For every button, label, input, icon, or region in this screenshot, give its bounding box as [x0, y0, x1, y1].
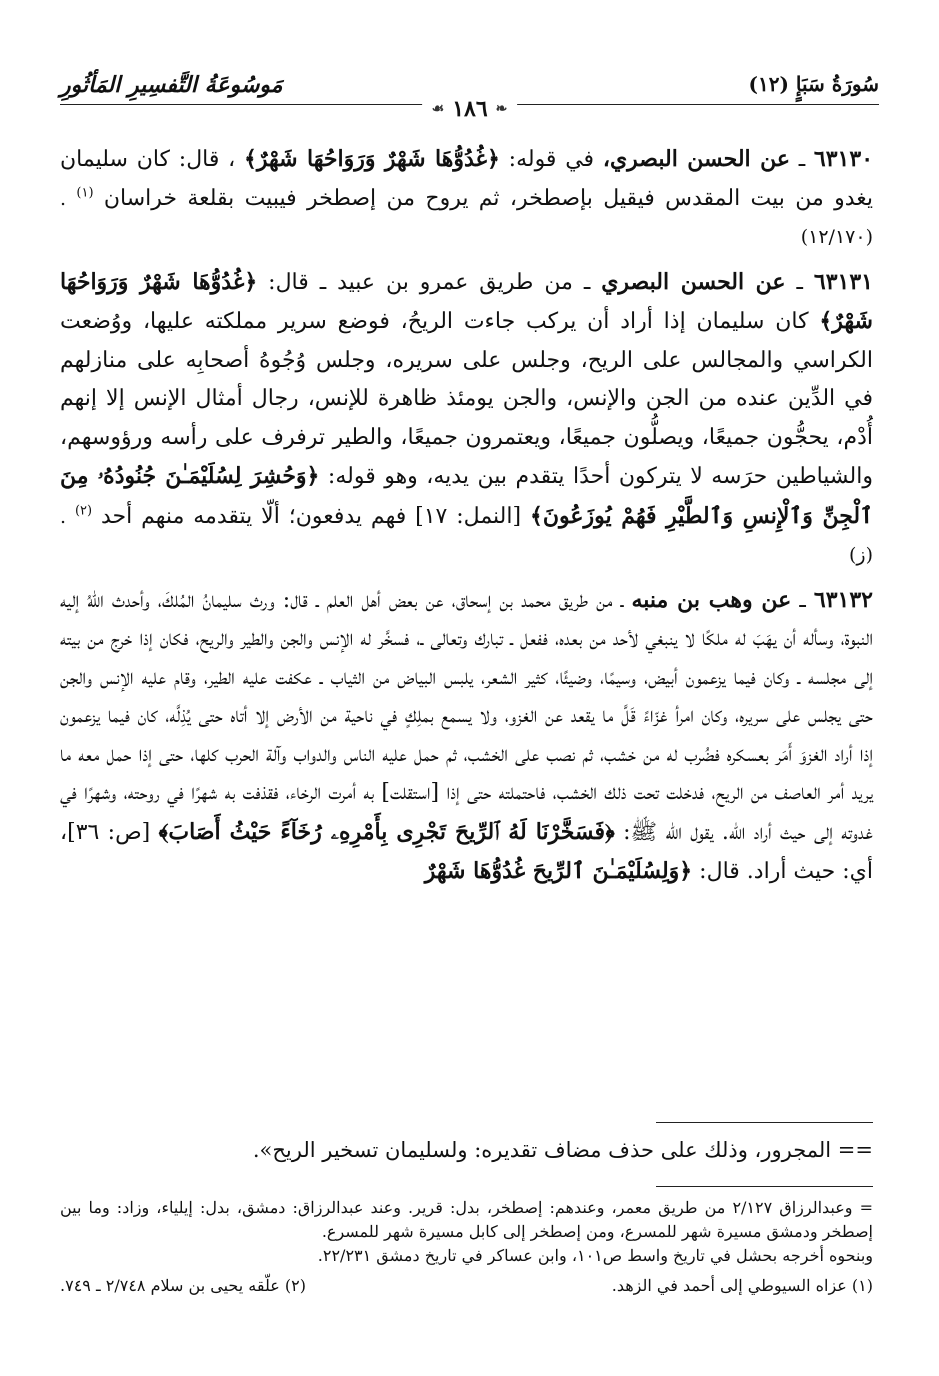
page-body: [60, 140, 873, 898]
quran-quote-2: ﴿وَلِسُلَيْمَـٰنَ ٱلرِّيحَ غُدُوُّهَا شَهْرٌ: [424, 858, 693, 884]
quran-quote: ﴿غُدُوُّهَا شَهْرٌ وَرَوَاحُهَا شَهْرٌ﴾: [60, 268, 873, 334]
series-title: مَوسُوعَةُ التَّفسِيرِ المَأثُورِ: [60, 72, 283, 98]
entry-text-2: [النمل: ١٧] فهم يدفعون؛ ألّا يتقدمه منهم أحد: [101, 503, 522, 529]
footnote-continued-2: وبنحوه أخرجه بحشل في تاريخ واسط ص١٠١، وابن عساكر في تاريخ دمشق ٢٢/٢٣١.: [317, 1246, 873, 1265]
footnote-continuation: == المجرور، وذلك على حذف مضاف تقديره: ولسليمان تسخير الريح».: [252, 1138, 873, 1162]
page-number: ١٨٦: [452, 96, 488, 122]
entry-narrator: عن الحسن البصري: [601, 268, 786, 295]
footnotes-section: [60, 1196, 873, 1298]
footnote-divider-2: [656, 1186, 873, 1187]
ornament-right-icon: ❧: [495, 101, 508, 117]
entry-63132: ٦٣١٣٢ ـ عن وهب بن منبه ـ من طريق محمد بن إسحاق، عن بعض أهل العلم ـ قال: ورث سليمانُ المُلكَ، وأحدث اللهُ إليه النبوة، وسأله أن يهَبَ له ملكًا لا ينبغي لأحد من بعده، ففعل ـ تبارك وتعالى ـ، فسخَّر له الإنس والجن والطير والريح، فكان إذا خرج من بيته إلى مجلسه ـ وكان فيما يزعمون أبيض، وسيمًا، وضيئًا، كثير الشعر، يلبس البياض من الثياب ـ عكفت عليه الطير، وقام عليه الإنس والجن حتى يجلس على سريره، وكان امرأ غزّاءً قَلَّ ما يقعد عن الغزو، ولا يسمع بملِكٍ في ناحية من الأرض إلا أتاه حتى يُذِلَّه، كان فيما يزعمون إذا أراد الغزوَ أَمَر بعسكره فضُرب له من خشب، ثم نصب على الخشب، ثم حمل عليه الناس والدواب وآلة الحرب كلها، حتى إذا حمل معه ما يريد أمر العاصف من الريح، فدخلت تحت ذلك الخشب، فاحتملته حتى إذا [استقلت] به أمرت الرخاء، فقذفت به شهرًا في روحته، وشهرًا في غدوته إلى حيث أراد الله. يقول الله ﷺ: ﴿فَسَخَّرْنَا لَهُ ٱلرِّيحَ تَجْرِى بِأَمْرِهِۦ رُخَآءً حَيْثُ أَصَابَ﴾ [ص: ٣٦]، أي: حيث أراد. قال: ﴿وَلِسُلَيْمَـٰنَ ٱلرِّيحَ غُدُوُّهَا شَهْرٌ: [60, 586, 873, 884]
quran-quote-2: ﴿وَحُشِرَ لِسُلَيْمَـٰنَ جُنُودُهُۥ مِنَ ٱلْجِنِّ وَٱلْإِنسِ وَٱلطَّيْرِ فَهُمْ يُوزَعُونَ﴾: [60, 463, 874, 529]
page-number-block: [422, 96, 518, 122]
entry-text: ورث سليمانُ المُلكَ، وأحدث اللهُ إليه النبوة، وسأله أن يهَبَ له ملكًا لا ينبغي لأحد من بعده، ففعل ـ تبارك وتعالى ـ، فسخَّر له الإنس والجن والطير والريح، فكان إذا خرج من بيته إلى مجلسه ـ وكان فيما يزعمون أبيض، وسيمًا، وضيئًا، كثير الشعر، يلبس البياض من الثياب ـ عكفت عليه الطير، وقام عليه الإنس والجن حتى يجلس على سريره، وكان امرأ غزّاءً قَلَّ ما يقعد عن الغزو، ولا يسمع بملِكٍ في ناحية من الأرض إلا أتاه حتى يُذِلَّه، كان فيما يزعمون إذا أراد الغزوَ أَمَر بعسكره فضُرب له من خشب، ثم نصب على الخشب، ثم حمل عليه الناس والدواب وآلة الحرب كلها، حتى إذا حمل معه ما يريد أمر العاصف من الريح، فدخلت تحت ذلك الخشب، فاحتملته حتى إذا [استقلت] به أمرت الرخاء، فقذفت به شهرًا في روحته، وشهرًا في غدوته إلى حيث أراد الله. يقول الله ﷺ:: [60, 587, 873, 845]
entry-intro: ـ من طريق عمرو بن عبيد ـ قال:: [257, 269, 591, 295]
entry-narrator: عن الحسن البصري،: [602, 146, 790, 172]
page-header: [60, 60, 879, 120]
entry-63130: ٦٣١٣٠ ـ عن الحسن البصري، في قوله: ﴿غُدُوُّهَا شَهْرٌ وَرَوَاحُهَا شَهْرٌ﴾ ، قال: كان سليمان يغدو من بيت المقدس فيقيل بإصطخر، ثم يروح من إصطخر فيبيت بقلعة خراسان $^{(١)}$ . (١٢/١٧٠): [60, 146, 874, 248]
entry-number: ٦٣١٣٠: [813, 146, 874, 172]
entry-text: ، قال: كان سليمان يغدو من بيت المقدس فيقيل بإصطخر، ثم يروح من إصطخر فيبيت بقلعة خراسان: [60, 147, 873, 211]
entry-intro: ـ من طريق محمد بن إسحاق، عن بعض أهل العلم ـ قال:: [274, 587, 624, 613]
quran-quote: ﴿فَسَخَّرْنَا لَهُ ٱلرِّيحَ تَجْرِى بِأَمْرِهِۦ رُخَآءً حَيْثُ أَصَابَ﴾: [158, 818, 615, 845]
entry-reference: . (ز): [60, 505, 873, 566]
entry-narrator: عن وهب بن منبه: [631, 586, 792, 613]
entry-number: ٦٣١٣١: [813, 268, 873, 295]
footnote-continued: = وعبدالرزاق ٢/١٢٧ من طريق معمر، وعندهم: إصطخر، بدل: قرير. وعند عبدالرزاق: دمشق، بدل: إيلياء، وزاد: وما بين إصطخر ودمشق مسيرة شهر للمسرع، ومن إصطخر إلى كابل مسيرة شهر للمسرع.: [60, 1198, 874, 1241]
footnote-divider: [656, 1122, 873, 1123]
entry-text-2: [ص: ٣٦]، أي: حيث أراد. قال:: [60, 819, 873, 884]
surah-label: سُورَةُ سَبَإٍ (١٢): [748, 72, 879, 96]
ornament-left-icon: ☙: [431, 101, 445, 117]
quran-quote: ﴿غُدُوُّهَا شَهْرٌ وَرَوَاحُهَا شَهْرٌ﴾: [244, 146, 500, 172]
entry-63131: ٦٣١٣١ ـ عن الحسن البصري ـ من طريق عمرو بن عبيد ـ قال: ﴿غُدُوُّهَا شَهْرٌ وَرَوَاحُهَا شَهْرٌ﴾ كان سليمان إذا أراد أن يركب جاءت الريحُ، فوضع سرير مملكته عليها، ووُضعت الكراسي والمجالس على الريح، وجلس على سريره، وجلس وُجُوهُ أصحابِه على منازلهم في الدِّين عنده من الجن والإنس، والجن يومئذ ظاهرة للإنس، رجال أمثال الإنس إلا إنهم أُدْم، يحجُّون جميعًا، ويصلُّون جميعًا، ويعتمرون جميعًا، والطير ترفرف على رأسه ورؤوسهم، والشياطين حرَسه لا يتركون أحدًا يتقدم بين يديه، وهو قوله: ﴿وَحُشِرَ لِسُلَيْمَـٰنَ جُنُودُهُۥ مِنَ ٱلْجِنِّ وَٱلْإِنسِ وَٱلطَّيْرِ فَهُمْ يُوزَعُونَ﴾ [النمل: ١٧] فهم يدفعون؛ ألّا يتقدمه منهم أحد $^{(٢)}$ . (ز): [60, 268, 874, 566]
entry-number: ٦٣١٣٢: [813, 586, 873, 613]
footnote-marker: (٢): [74, 503, 93, 519]
footnote-1: (١) عزاه السيوطي إلى أحمد في الزهد.: [611, 1276, 873, 1295]
footnote-2: (٢) علّقه يحيى بن سلام ٢/٧٤٨ ـ ٧٤٩.: [60, 1276, 306, 1295]
entry-text: كان سليمان إذا أراد أن يركب جاءت الريحُ، فوضع سرير مملكته عليها، ووُضعت الكراسي والمجالس على الريح، وجلس على سريره، وجلس وُجُوهُ أصحابِه على منازلهم في الدِّين عنده من الجن والإنس، والجن يومئذ ظاهرة للإنس، رجال أمثال الإنس إلا إنهم أُدْم، يحجُّون جميعًا، ويصلُّون جميعًا، ويعتمرون جميعًا، والطير ترفرف على رأسه ورؤوسهم، والشياطين حرَسه لا يتركون أحدًا يتقدم بين يديه، وهو قوله:: [60, 309, 874, 489]
footnote-pair: [60, 1274, 873, 1298]
entry-reference: . (١٢/١٧٠): [60, 187, 873, 248]
entry-intro: في قوله:: [499, 147, 595, 172]
footnote-marker: (١): [76, 185, 94, 201]
